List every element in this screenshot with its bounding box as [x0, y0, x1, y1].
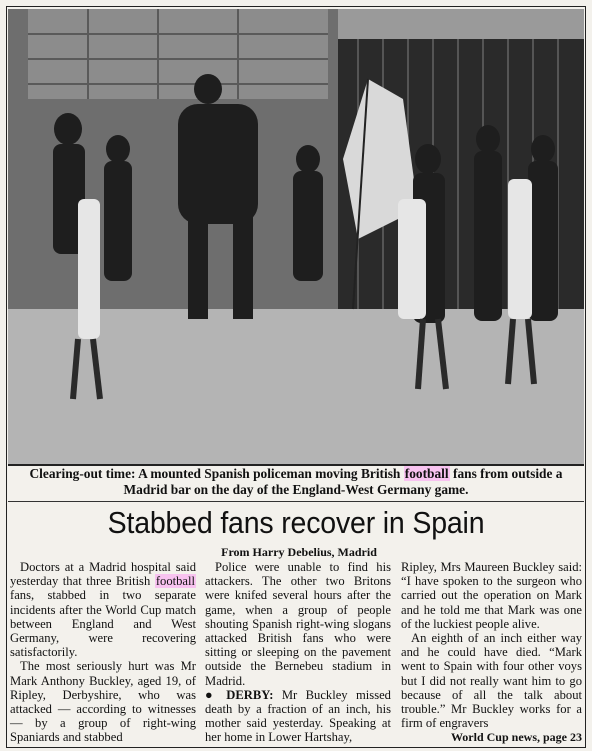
- paragraph-text: Mr Buckley missed death by a fraction of an inch, his mother said yesterday. Speaking at her home in Lower Hartshay,: [205, 687, 391, 745]
- photo-caption: [8, 466, 584, 498]
- article-column-3: [401, 560, 582, 730]
- paragraph-text: Doctors at a Madrid hospital said yesterday that three British: [10, 560, 196, 589]
- photo-image: [8, 9, 584, 464]
- paragraph: [205, 688, 391, 745]
- highlighted-word: football: [155, 574, 195, 589]
- continuation-note: World Cup news, page 23: [450, 730, 582, 744]
- caption-text-start: Clearing-out time: A mounted Spanish policeman moving British: [29, 466, 404, 481]
- news-photo: [8, 9, 584, 466]
- paragraph: The most seriously hurt was Mr Mark Anthony Buckley, aged 19, of Ripley, Derbyshire, who was attacked — according to witnesses — by a group of right-wing Spaniards and stabbed: [10, 659, 196, 745]
- paragraph: An eighth of an inch either way and he could have died. “Mark went to Spain with four other voys but I did not really want him to go because of all the talk about trouble.” Mr Buckley works for a firm of engravers: [401, 631, 582, 731]
- paragraph: Ripley, Mrs Maureen Buckley said: “I have spoken to the surgeon who carried out the operation on Mark and he told me that Mark was one of the luckiest people alive.: [401, 560, 582, 631]
- paragraph: [10, 560, 196, 659]
- article-column-1: [10, 560, 196, 745]
- caption-divider: [8, 501, 584, 502]
- paragraph: Police were unable to find his attackers. The other two Britons were knifed several hours after the game, when a group of people shouting Spanish right-wing slogans attacked British fans who were sitting or sleeping on the pavement outside the Bernebeu stadium in Madrid.: [205, 560, 391, 688]
- dateline-derby: ● DERBY:: [205, 687, 274, 702]
- caption-text-end: fans from outside a Madrid bar on the day of the England-West Germany game.: [123, 466, 563, 497]
- paragraph-text: fans, stabbed in two separate incidents after the World Cup match between England and West Germany, were recovering satisfactorily.: [10, 588, 196, 660]
- byline: From Harry Debelius, Madrid: [221, 545, 377, 559]
- headline: Stabbed fans recover in Spain: [107, 505, 485, 540]
- caption-highlighted-word: football: [404, 466, 449, 481]
- article-column-2: [205, 560, 391, 745]
